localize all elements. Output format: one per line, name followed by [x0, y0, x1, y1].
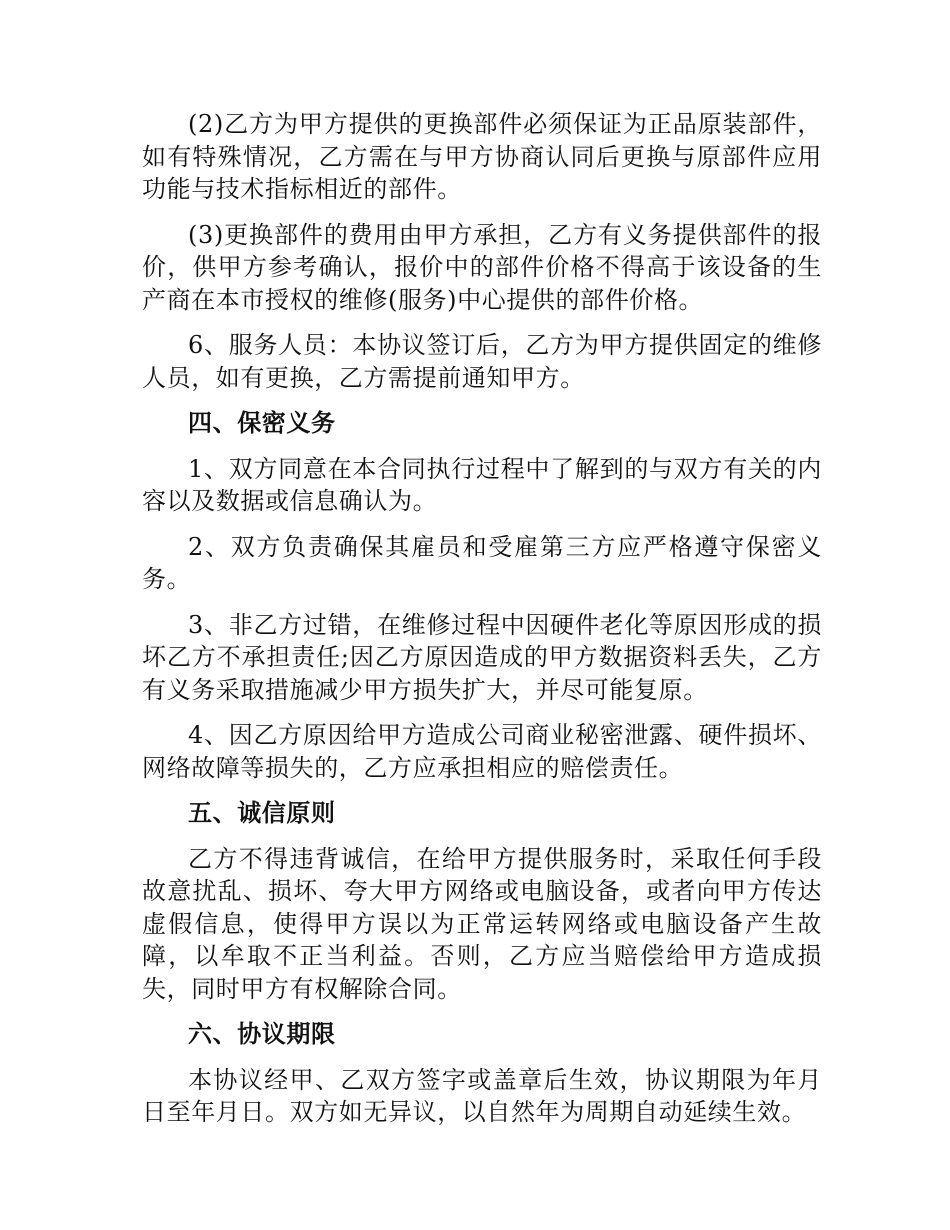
good-faith-clause: 乙方不得违背诚信，在给甲方提供服务时，采取任何手段故意扰乱、损坏、夸大甲方网络或电脑设备，或者向甲方传达虚假信息，使得甲方误以为正常运转网络或电脑设备产生故障，以牟取不正当利益。否则，乙方应当赔偿给甲方造成损失，同时甲方有权解除合同。	[142, 844, 822, 1003]
section-heading-confidentiality: 四、保密义务	[188, 409, 336, 437]
clause-6-service-personnel: 6、服务人员：本协议签订后，乙方为甲方提供固定的维修人员，如有更换，乙方需提前通知甲方。	[142, 331, 822, 392]
confidentiality-clause-2: 2、双方负责确保其雇员和受雇第三方应严格遵守保密义务。	[142, 532, 822, 593]
clause-3-2-replacement-parts: (2)乙方为甲方提供的更换部件必须保证为正品原装部件，如有特殊情况，乙方需在与甲方协商认同后更换与原部件应用功能与技术指标相近的部件。	[142, 110, 822, 203]
section-heading-term: 六、协议期限	[188, 1020, 336, 1048]
confidentiality-clause-4: 4、因乙方原因给甲方造成公司商业秘密泄露、硬件损坏、网络故障等损失的，乙方应承担相应的赔偿责任。	[142, 721, 822, 782]
confidentiality-clause-3: 3、非乙方过错，在维修过程中因硬件老化等原因形成的损坏乙方不承担责任;因乙方原因造成的甲方数据资料丢失，乙方有义务采取措施减少甲方损失扩大，并尽可能复原。	[142, 610, 822, 704]
clause-3-3-parts-cost: (3)更换部件的费用由甲方承担，乙方有义务提供部件的报价，供甲方参考确认，报价中的部件价格不得高于该设备的生产商在本市授权的维修(服务)中心提供的部件价格。	[142, 220, 822, 314]
section-heading-good-faith: 五、诚信原则	[188, 799, 336, 827]
confidentiality-clause-1: 1、双方同意在本合同执行过程中了解到的与双方有关的内容以及数据或信息确认为。	[142, 454, 822, 515]
term-clause: 本协议经甲、乙双方签字或盖章后生效，协议期限为年月日至年月日。双方如无异议，以自然年为周期自动延续生效。	[142, 1065, 822, 1126]
document-page	[142, 108, 822, 1142]
